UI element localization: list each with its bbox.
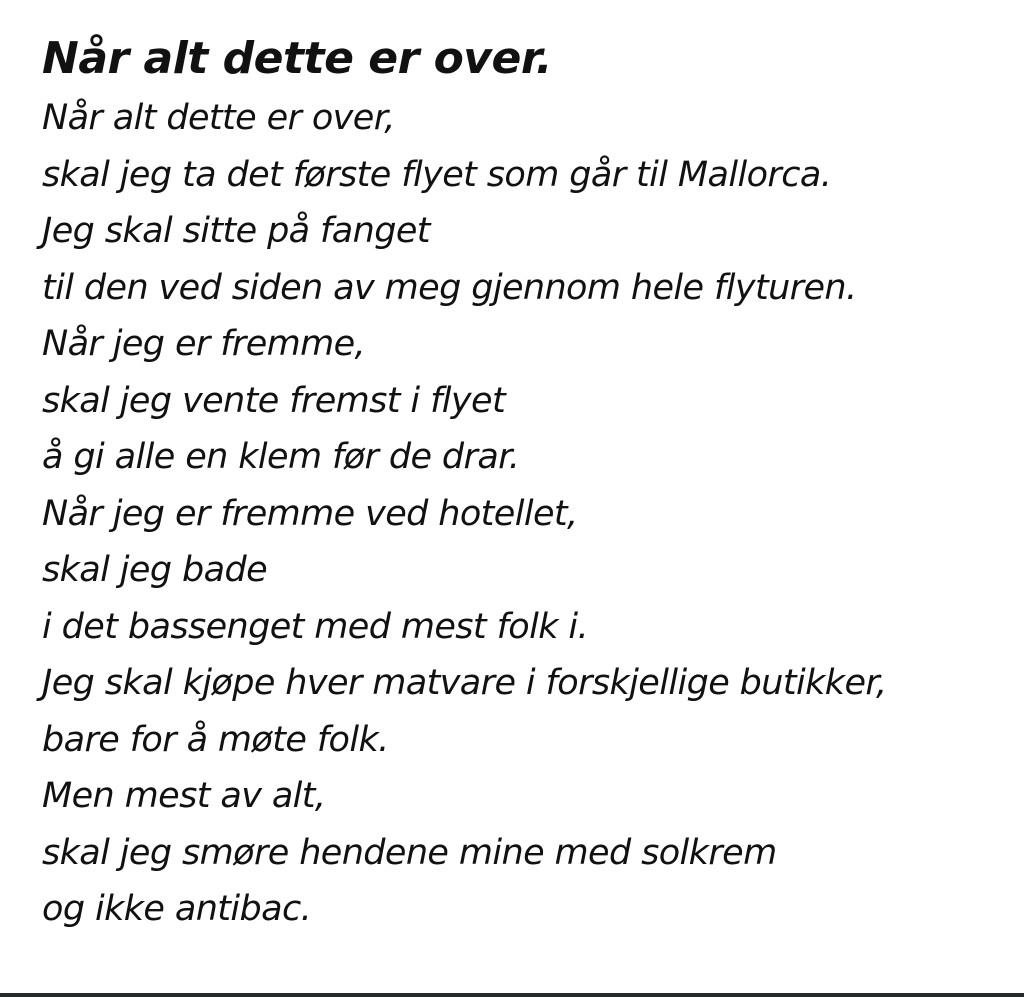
poem-line: i det bassenget med mest folk i. [42, 606, 589, 647]
poem-line: bare for å møte folk. [42, 719, 389, 760]
poem-title: Når alt dette er over. [42, 33, 552, 84]
poem-line: til den ved siden av meg gjennom hele flyturen. [42, 267, 857, 308]
poem-line: og ikke antibac. [42, 889, 312, 929]
poem-line: Når jeg er fremme, [42, 324, 366, 364]
bottom-border [0, 993, 1024, 997]
poem-line: skal jeg bade [42, 550, 268, 590]
poem-line: Jeg skal sitte på fanget [42, 211, 430, 251]
poem-line: Jeg skal kjøpe hver matvare i forskjellige butikker, [42, 663, 887, 703]
poem-line: Men mest av alt, [42, 776, 326, 816]
poem-line: Når jeg er fremme ved hotellet, [42, 493, 578, 534]
poem-line: skal jeg ta det første flyet som går til Mallorca. [42, 154, 832, 195]
poem-line: skal jeg vente fremst i flyet [42, 380, 506, 421]
poem [42, 28, 1002, 938]
poem-line: skal jeg smøre hendene mine med solkrem [42, 832, 777, 873]
poem-line: Når alt dette er over, [42, 98, 395, 138]
poem-line: å gi alle en klem før de drar. [42, 437, 520, 477]
